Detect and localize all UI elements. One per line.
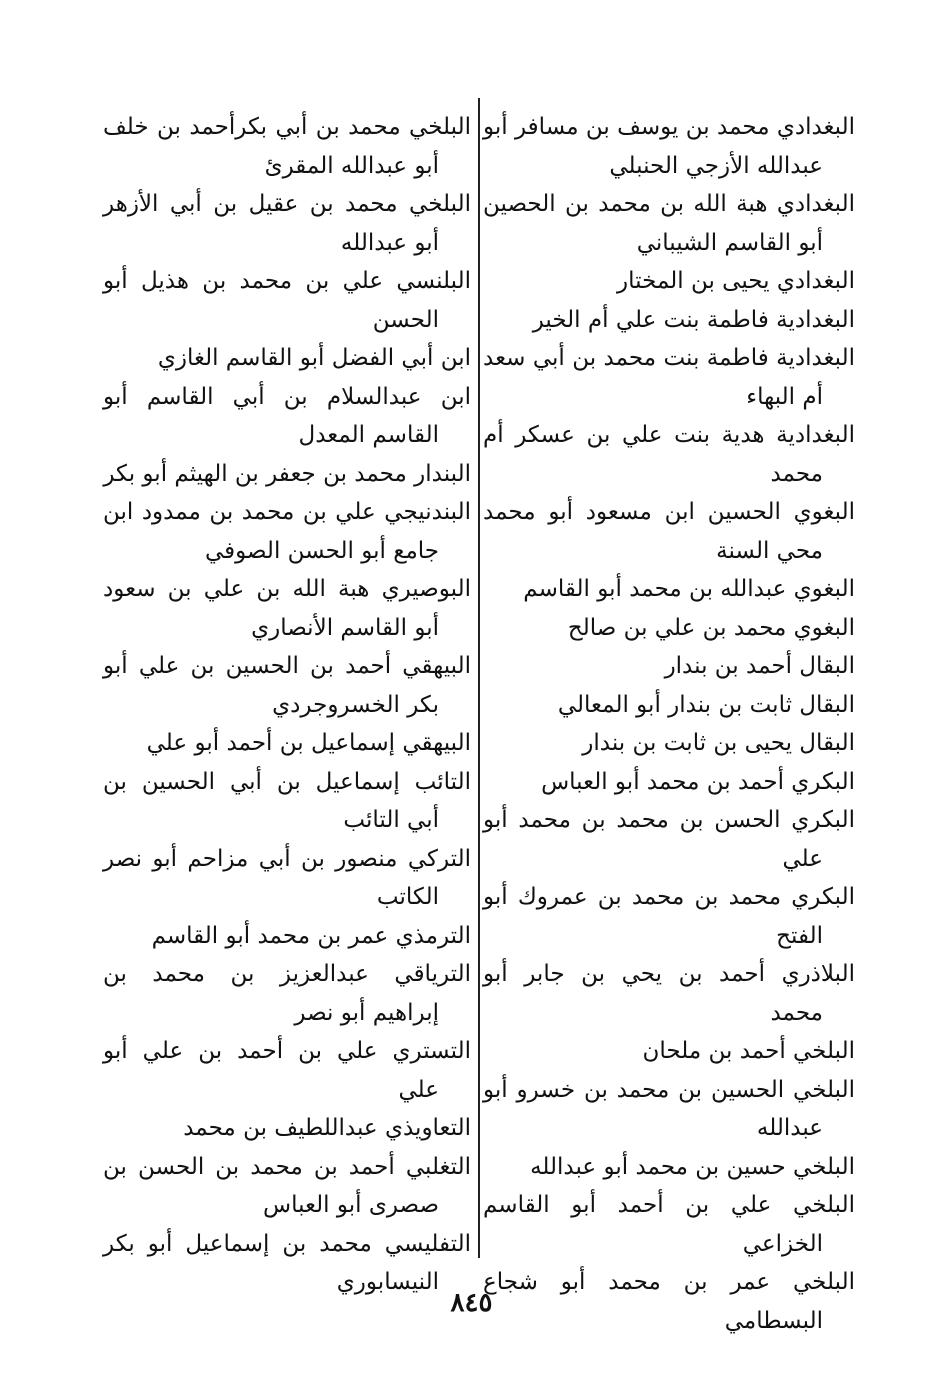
index-entry: التركي منصور بن أبي مزاحم أبو نصر الكاتب [103,845,471,910]
column-divider [478,98,480,1258]
index-entry: البكري أحمد بن محمد أبو العباس [541,768,855,795]
index-entry: البلخي علي بن أحمد أبو القاسم الخزاعي [483,1192,855,1257]
index-entry: البغدادي هبة الله بن محمد بن الحصين أبو القاسم الشيباني [483,191,855,256]
index-column-left [103,108,471,1302]
index-entry: البغوي عبدالله بن محمد أبو القاسم [523,576,855,602]
index-column-right [483,108,855,1340]
index-entry: الترياقي عبدالعزيز بن محمد بن إبراهيم أبو نصر [103,961,471,1026]
index-entry: البيهقي إسماعيل بن أحمد أبو علي [146,730,471,756]
index-entry: البندار محمد بن جعفر بن الهيثم أبو بكر [103,460,471,487]
index-entry: البكري محمد بن محمد بن عمروك أبو الفتح [483,884,855,949]
index-entry: البلخي عمر بن محمد أبو شجاع البسطامي [483,1269,855,1334]
index-entry: التفليسي محمد بن إسماعيل أبو بكر النيسابوري [103,1230,471,1295]
index-entry: البقال ثابت بن بندار أبو المعالي [557,691,855,718]
index-entry: التعاويذي عبداللطيف بن محمد [183,1115,471,1141]
index-entry: ابن أبي الفضل أبو القاسم الغازي [157,345,471,371]
index-entry: البيهقي أحمد بن الحسين بن علي أبو بكر الخسروجردي [103,653,471,718]
index-entry: البلخي الحسين بن محمد بن خسرو أبو عبدالله [483,1076,855,1141]
index-entry: البغدادية هدية بنت علي بن عسكر أم محمد [483,422,855,487]
index-entry: البلخي أحمد بن ملحان [642,1038,855,1064]
index-entry: البغوي محمد بن علي بن صالح [567,614,855,641]
index-entry: التائب إسماعيل بن أبي الحسين بن أبي التائب [103,768,471,833]
index-entry: البلخي حسين بن محمد أبو عبدالله [530,1153,855,1180]
index-entry: البلاذري أحمد بن يحي بن جابر أبو محمد [483,961,855,1026]
index-entry: البغدادية فاطمة بنت علي أم الخير [532,306,855,333]
index-entry: التستري علي بن أحمد بن علي أبو علي [103,1038,471,1103]
index-entry: التغلبي أحمد بن محمد بن الحسن بن صصرى أبو العباس [103,1153,471,1218]
index-entry: الترمذي عمر بن محمد أبو القاسم [151,922,471,949]
index-entry: البقال يحيى بن ثابت بن بندار [582,730,855,756]
page-number: ٨٤٥ [450,1288,493,1318]
index-entry: البغدادي يحيى بن المختار [617,268,855,294]
index-entry: البلخي محمد بن أبي بكرأحمد بن خلف أبو عبدالله المقرئ [103,114,471,179]
index-entry: البلخي محمد بن عقيل بن أبي الأزهر أبو عبدالله [103,191,471,256]
index-entry: ابن عبدالسلام بن أبي القاسم أبو القاسم المعدل [103,383,471,448]
index-entry: البوصيري هبة الله بن علي بن سعود أبو القاسم الأنصاري [103,576,471,641]
index-entry: البلنسي علي بن محمد بن هذيل أبو الحسن [103,268,471,333]
index-entry: البغدادي محمد بن يوسف بن مسافر أبو عبدالله الأزجي الحنبلي [483,114,855,179]
index-entry: البكري الحسن بن محمد بن محمد أبو علي [483,807,855,872]
index-entry: البندنيجي علي بن محمد بن ممدود ابن جامع أبو الحسن الصوفي [103,499,471,564]
index-entry: البغدادية فاطمة بنت محمد بن أبي سعد أم البهاء [483,345,855,410]
index-entry: البقال أحمد بن بندار [664,653,855,679]
index-entry: البغوي الحسين ابن مسعود أبو محمد محي السنة [483,499,855,564]
